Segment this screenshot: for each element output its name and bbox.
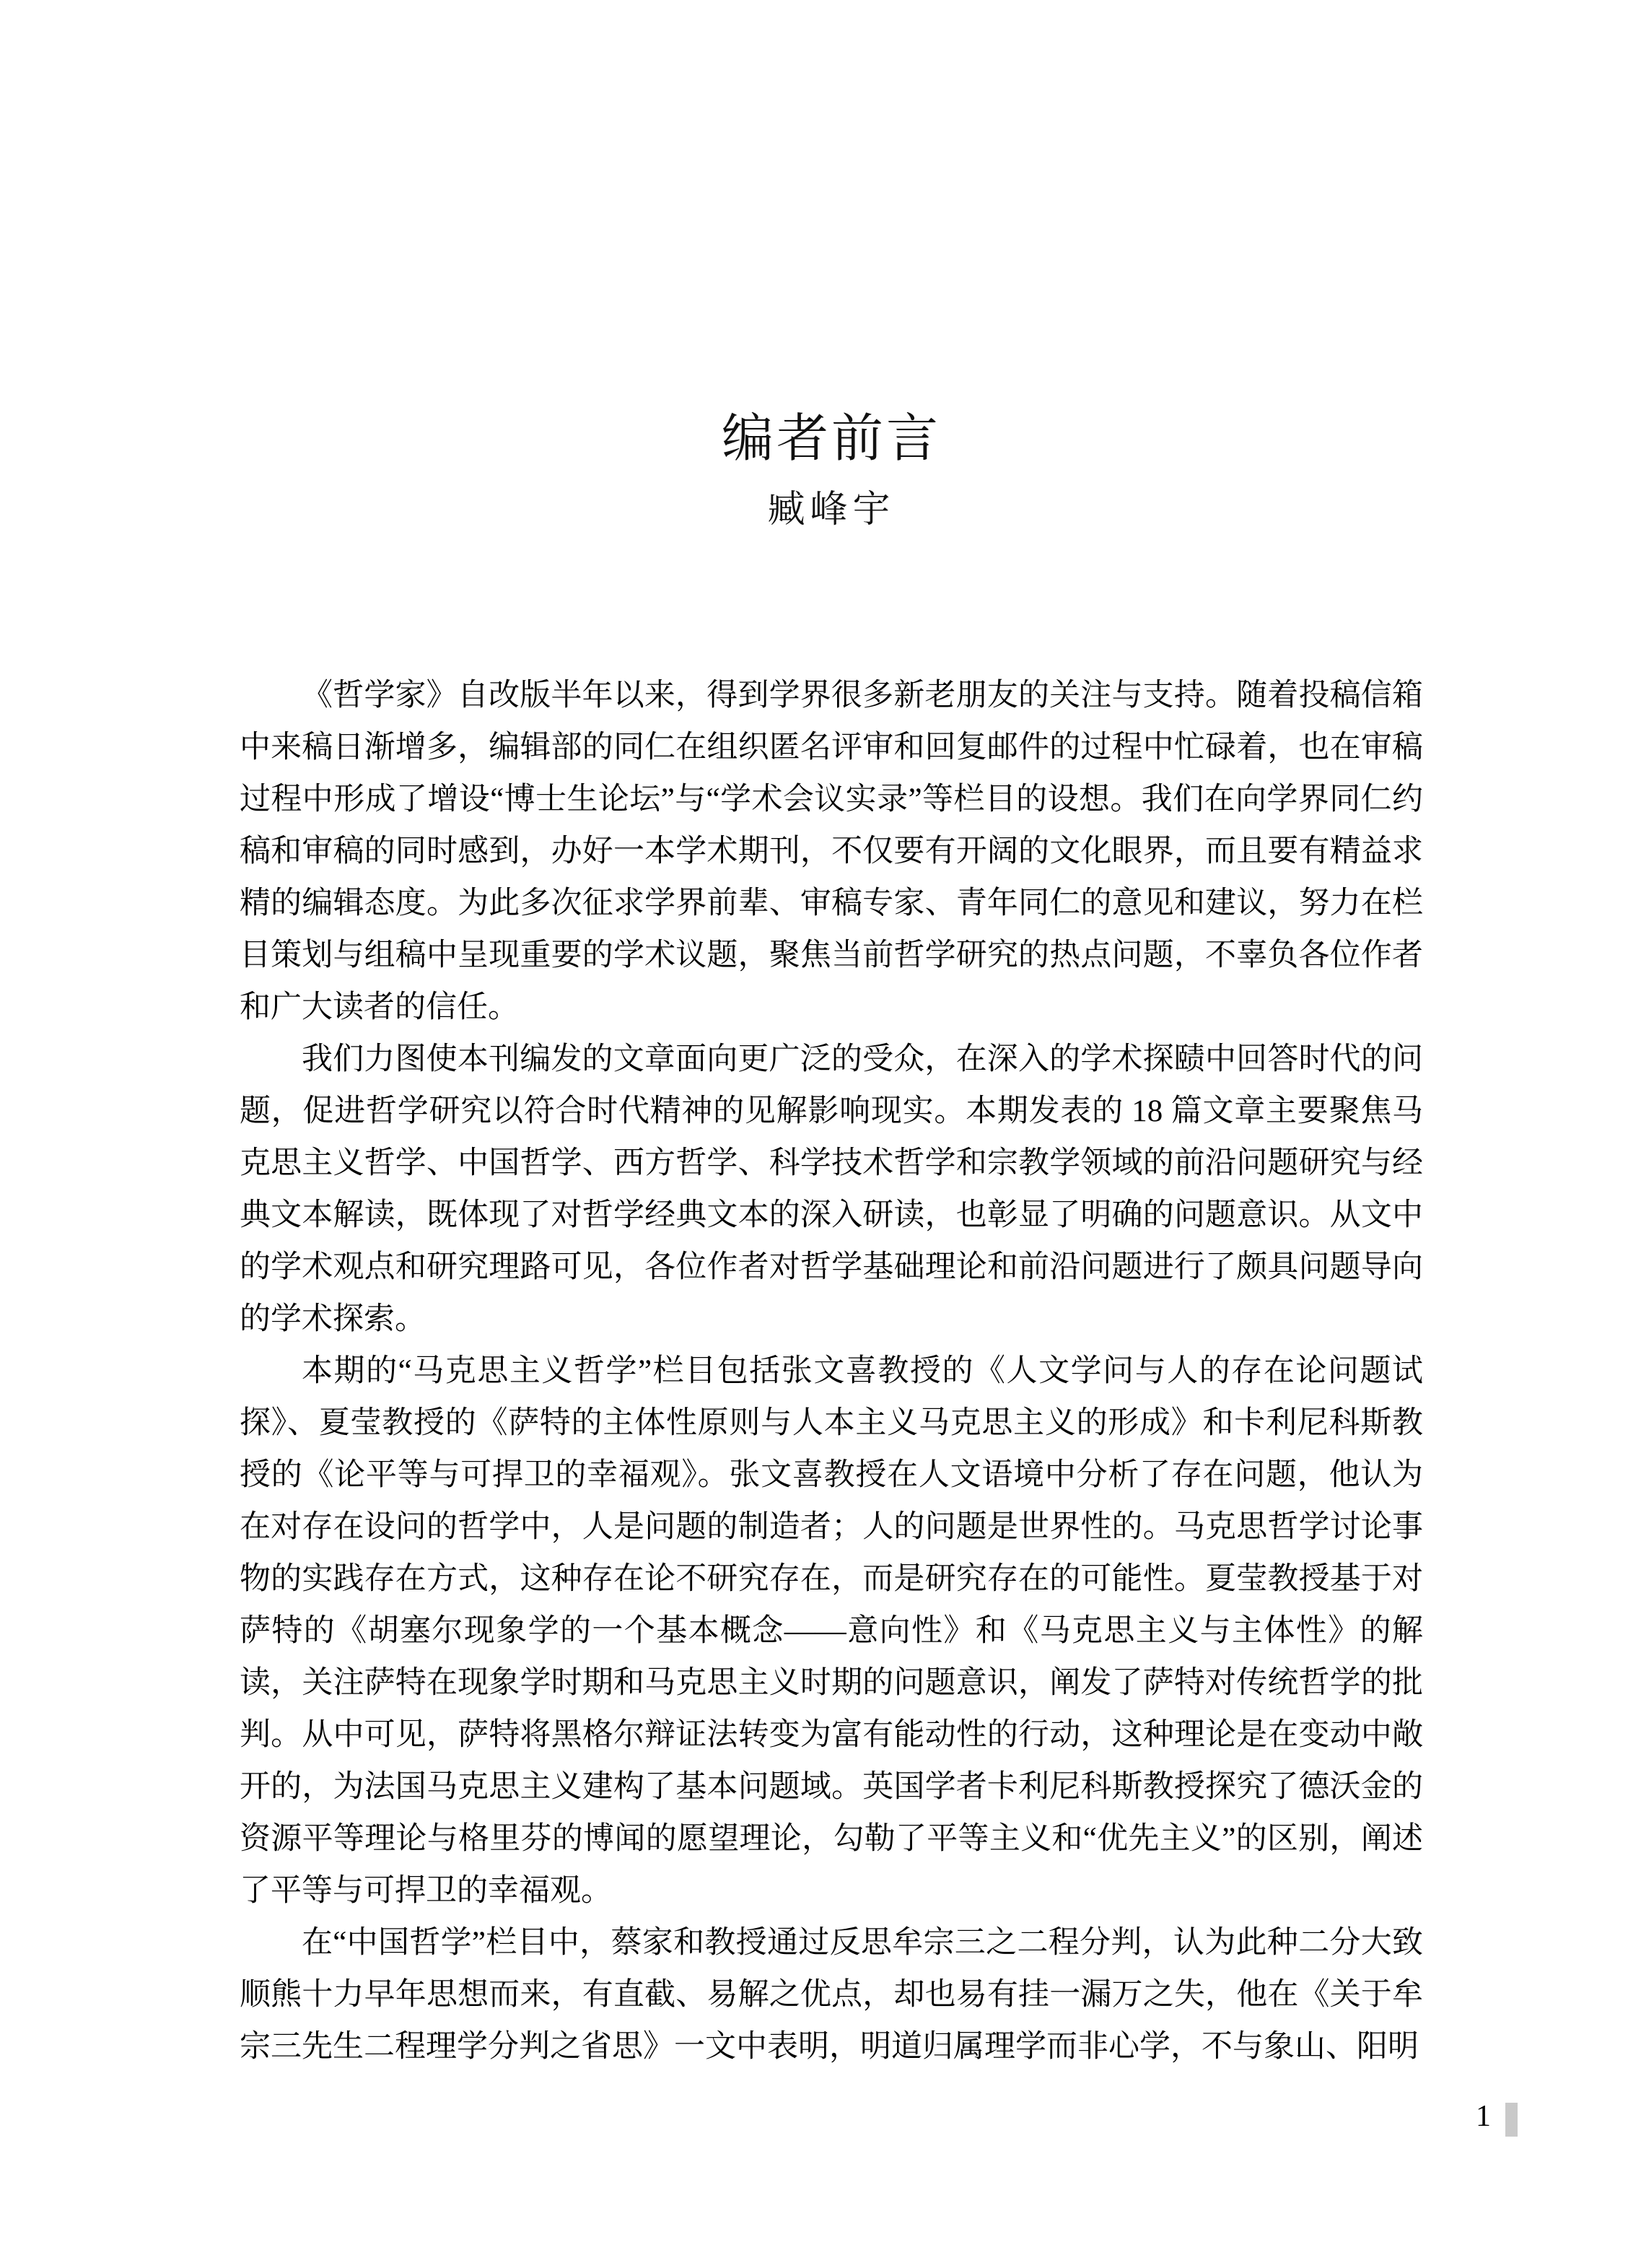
body-paragraph: 我们力图使本刊编发的文章面向更广泛的受众，在深入的学术探赜中回答时代的问题，促进哲学研究以符合时代精神的见解影响现实。本期发表的 18 篇文章主要聚焦马克思主义哲学、中国哲学、西方哲学、科学技术哲学和宗教学领域的前沿问题研究与经典文本解读，既体现了对哲学经典文本的深入研读，也彰显了明确的问题意识。从文中的学术观点和研究理路可见，各位作者对哲学基础理论和前沿问题进行了颇具问题导向的学术探索。 [240,1042,1423,1336]
body-paragraph: 在“中国哲学”栏目中，蔡家和教授通过反思牟宗三之二程分判，认为此种二分大致顺熊十力早年思想而来，有直截、易解之优点，却也易有挂一漏万之失，他在《关于牟宗三先生二程理学分判之省思》一文中表明，明道归属理学而非心学，不与象山、阳明 [240,1926,1423,2064]
page-title: 编者前言 [721,410,941,468]
body-paragraph: 《哲学家》自改版半年以来，得到学界很多新老朋友的关注与支持。随着投稿信箱中来稿日渐增多，编辑部的同仁在组织匿名评审和回复邮件的过程中忙碌着，也在审稿过程中形成了增设“博士生论坛”与“学术会议实录”等栏目的设想。我们在向学界同仁约稿和审稿的同时感到，办好一本学术期刊，不仅要有开阔的文化眼界，而且要有精益求精的编辑态度。为此多次征求学界前辈、审稿专家、青年同仁的意见和建议，努力在栏目策划与组稿中呈现重要的学术议题，聚焦当前哲学研究的热点问题，不辜负各位作者和广大读者的信任。 [240,679,1423,1024]
body-text [240,670,1423,2073]
page-number: 1 [1476,2100,1491,2133]
body-paragraph: 本期的“马克思主义哲学”栏目包括张文喜教授的《人文学问与人的存在论问题试探》、夏莹教授的《萨特的主体性原则与人本主义马克思主义的形成》和卡利尼科斯教授的《论平等与可捍卫的幸福观》。张文喜教授在人文语境中分析了存在问题，他认为在对存在设问的哲学中，人是问题的制造者；人的问题是世界性的。马克思哲学讨论事物的实践存在方式，这种存在论不研究存在，而是研究存在的可能性。夏莹教授基于对萨特的《胡塞尔现象学的一个基本概念——意向性》和《马克思主义与主体性》的解读，关注萨特在现象学时期和马克思主义时期的问题意识，阐发了萨特对传统哲学的批判。从中可见，萨特将黑格尔辩证法转变为富有能动性的行动，这种理论是在变动中敞开的，为法国马克思主义建构了基本问题域。英国学者卡利尼科斯教授探究了德沃金的资源平等理论与格里芬的博闻的愿望理论，勾勒了平等主义和“优先主义”的区别，阐述了平等与可捍卫的幸福观。 [240,1354,1423,1908]
author-name: 臧峰宇 [767,489,896,531]
page-footer [1476,2099,1518,2137]
page-number-marker [1505,2103,1518,2137]
